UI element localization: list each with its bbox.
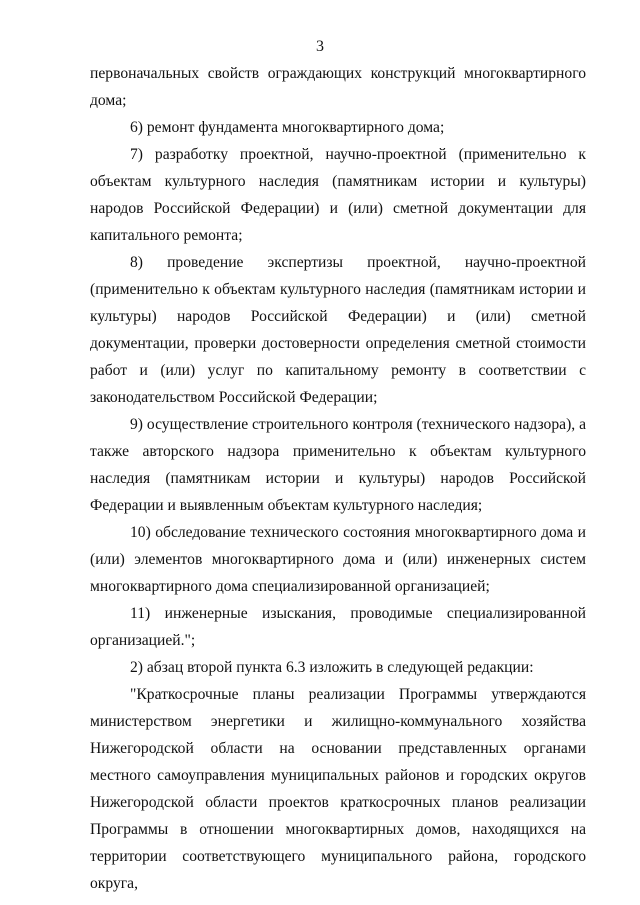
paragraph: первоначальных свойств ограждающих конструкций многоквартирного дома; xyxy=(90,65,586,109)
paragraph: 2) абзац второй пункта 6.3 изложить в следующей редакции: xyxy=(130,659,534,676)
paragraph: 10) обследование технического состояния многоквартирного дома и (или) элементов многоквартирного дома и (или) инженерных систем многоквартирного дома специализированной организацией; xyxy=(90,524,586,595)
paragraph: "Краткосрочные планы реализации Программы утверждаются министерством энергетики и жилищно-коммунального хозяйства Нижегородской области на основании представленных органами местного самоуправления муниципальных районов и городских округов Нижегородской области проектов краткосрочных планов реализации Программы в отношении многоквартирных домов, находящихся на территории соответствующего муниципального района, городского округа, xyxy=(90,686,586,892)
paragraph: 6) ремонт фундамента многоквартирного дома; xyxy=(130,119,445,136)
paragraph: 9) осуществление строительного контроля (технического надзора), а также авторского надзора применительно к объектам культурного наследия (памятникам истории и культуры) народов Российской Федерации и выявленным объектам культурного наследия; xyxy=(90,416,586,514)
page-number: 3 xyxy=(316,38,324,55)
paragraph: 11) инженерные изыскания, проводимые специализированной организацией."; xyxy=(90,605,586,649)
document-body xyxy=(90,60,586,897)
paragraph: 8) проведение экспертизы проектной, научно-проектной (применительно к объектам культурного наследия (памятникам истории и культуры) народов Российской Федерации) и (или) сметной документации, проверки достоверности определения сметной стоимости работ и (или) услуг по капитальному ремонту в соответствии с законодательством Российской Федерации; xyxy=(90,254,586,406)
paragraph: 7) разработку проектной, научно-проектной (применительно к объектам культурного наследия (памятникам истории и культуры) народов Российской Федерации) и (или) сметной документации для капитального ремонта; xyxy=(90,146,586,244)
